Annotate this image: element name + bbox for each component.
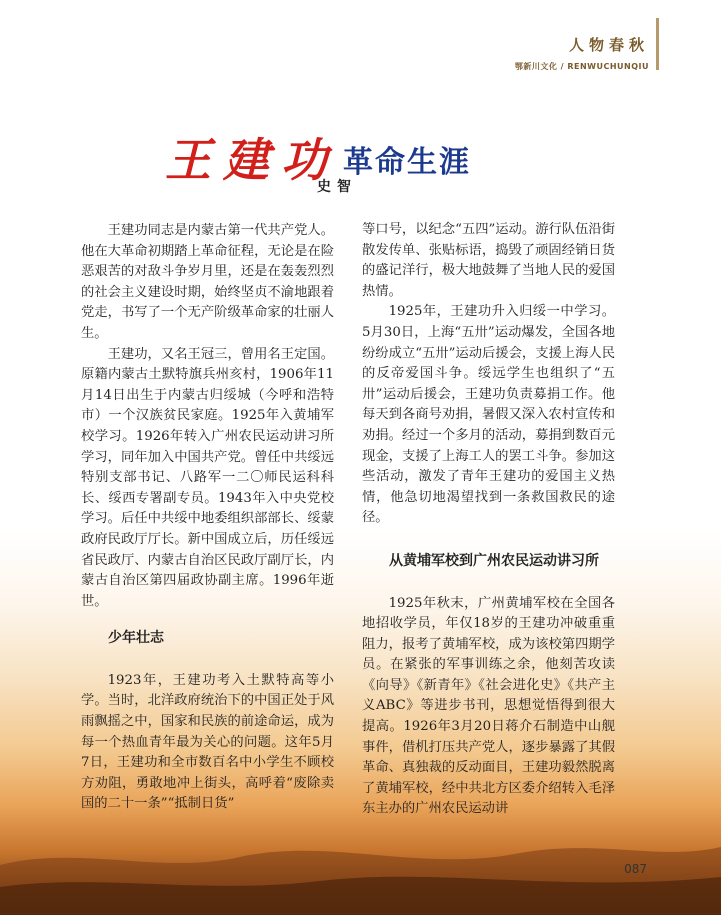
youth-paragraph: 1923年，王建功考入土默特高等小学。当时，北洋政府统治下的中国正处于风雨飘摇之中，国家和民族的前途命运，成为每一个热血青年最为关心的问题。这年5月7日，王建功和全市数百名中小学生不顾校方劝阻，勇敢地冲上街头，高呼着“废除卖国的二十一条”“抵制日货” (81, 672, 334, 812)
article-title-name: 王建功 (165, 133, 339, 187)
section-heading-whampoa: 从黄埔军校到广州农民运动讲习所 (389, 552, 599, 569)
column-title: 人物春秋 (568, 36, 649, 54)
may-thirtieth-paragraph: 1925年，王建功升入归绥一中学习。5月30日，上海“五卅”运动爆发，全国各地纷纷成立“五卅”运动后援会，支援上海人民的反帝爱国斗争。绥远学生也组织了“五卅”运动后援会，王建功负责募捐工作。他每天到各商号劝捐，暑假又深入农村宣传和劝捐。经过一个多月的活动，募捐到数百元现金，支援了上海工人的罢工斗争。参加这些活动，激发了青年王建功的爱国主义热情，他急切地渴望找到一条救国救民的途径。 (362, 304, 615, 526)
intro-paragraph: 王建功同志是内蒙古第一代共产党人。他在大革命初期踏上革命征程，无论是在险恶艰苦的对敌斗争岁月里，还是在轰轰烈烈的社会主义建设时期，始终坚贞不渝地跟着党走，书写了一个无产阶级革命家的壮丽人生。 (81, 223, 334, 341)
whampoa-paragraph: 1925年秋末，广州黄埔军校在全国各地招收学员，年仅18岁的王建功冲破重重阻力，报考了黄埔军校，成为该校第四期学员。在紧张的军事训练之余，他刻苦攻读《向导》《新青年》《社会进化史》《共产主义ABC》等进步书刊，思想觉悟得到很大提高。1926年3月20日蒋介石制造中山舰事件，借机打压共产党人，逐步暴露了其假革命、真独裁的反动面目，王建功毅然脱离了黄埔军校，经中共北方区委介绍转入毛泽东主办的广州农民运动讲 (362, 595, 615, 817)
right-column (362, 220, 615, 820)
column-subtitle: 鄂新川文化 / RENWUCHUNQIU (514, 62, 649, 71)
continuation-paragraph: 等口号，以纪念“五四”运动。游行队伍沿街散发传单、张贴标语，捣毁了顽固经销日货的盛记洋行，极大地鼓舞了当地人民的爱国热情。 (362, 222, 615, 299)
left-column (81, 221, 334, 815)
section-heading-youth: 少年壮志 (108, 630, 164, 647)
biography-paragraph: 王建功，又名王冠三，曾用名王定国。原籍内蒙古土默特旗兵州亥村，1906年11月14日出生于内蒙古归绥城（今呼和浩特市）一个汉族贫民家庭。1925年入黄埔军校学习。1926年转入广州农民运动讲习所学习，同年加入中国共产党。曾任中共绥远特别支部书记、八路军一二〇师民运科科长、绥西专署副专员。1943年入中央党校学习。后任中共绥中地委组织部部长、绥蒙政府民政厅厅长。新中国成立后，历任绥远省民政厅、内蒙古自治区民政厅副厅长，内蒙古自治区第四届政协副主席。1996年逝世。 (81, 346, 334, 609)
article-author: 史智 (317, 179, 357, 195)
page-number: 087 (624, 862, 647, 876)
article-title-rest: 革命生涯 (343, 145, 471, 180)
header-divider (656, 18, 659, 70)
